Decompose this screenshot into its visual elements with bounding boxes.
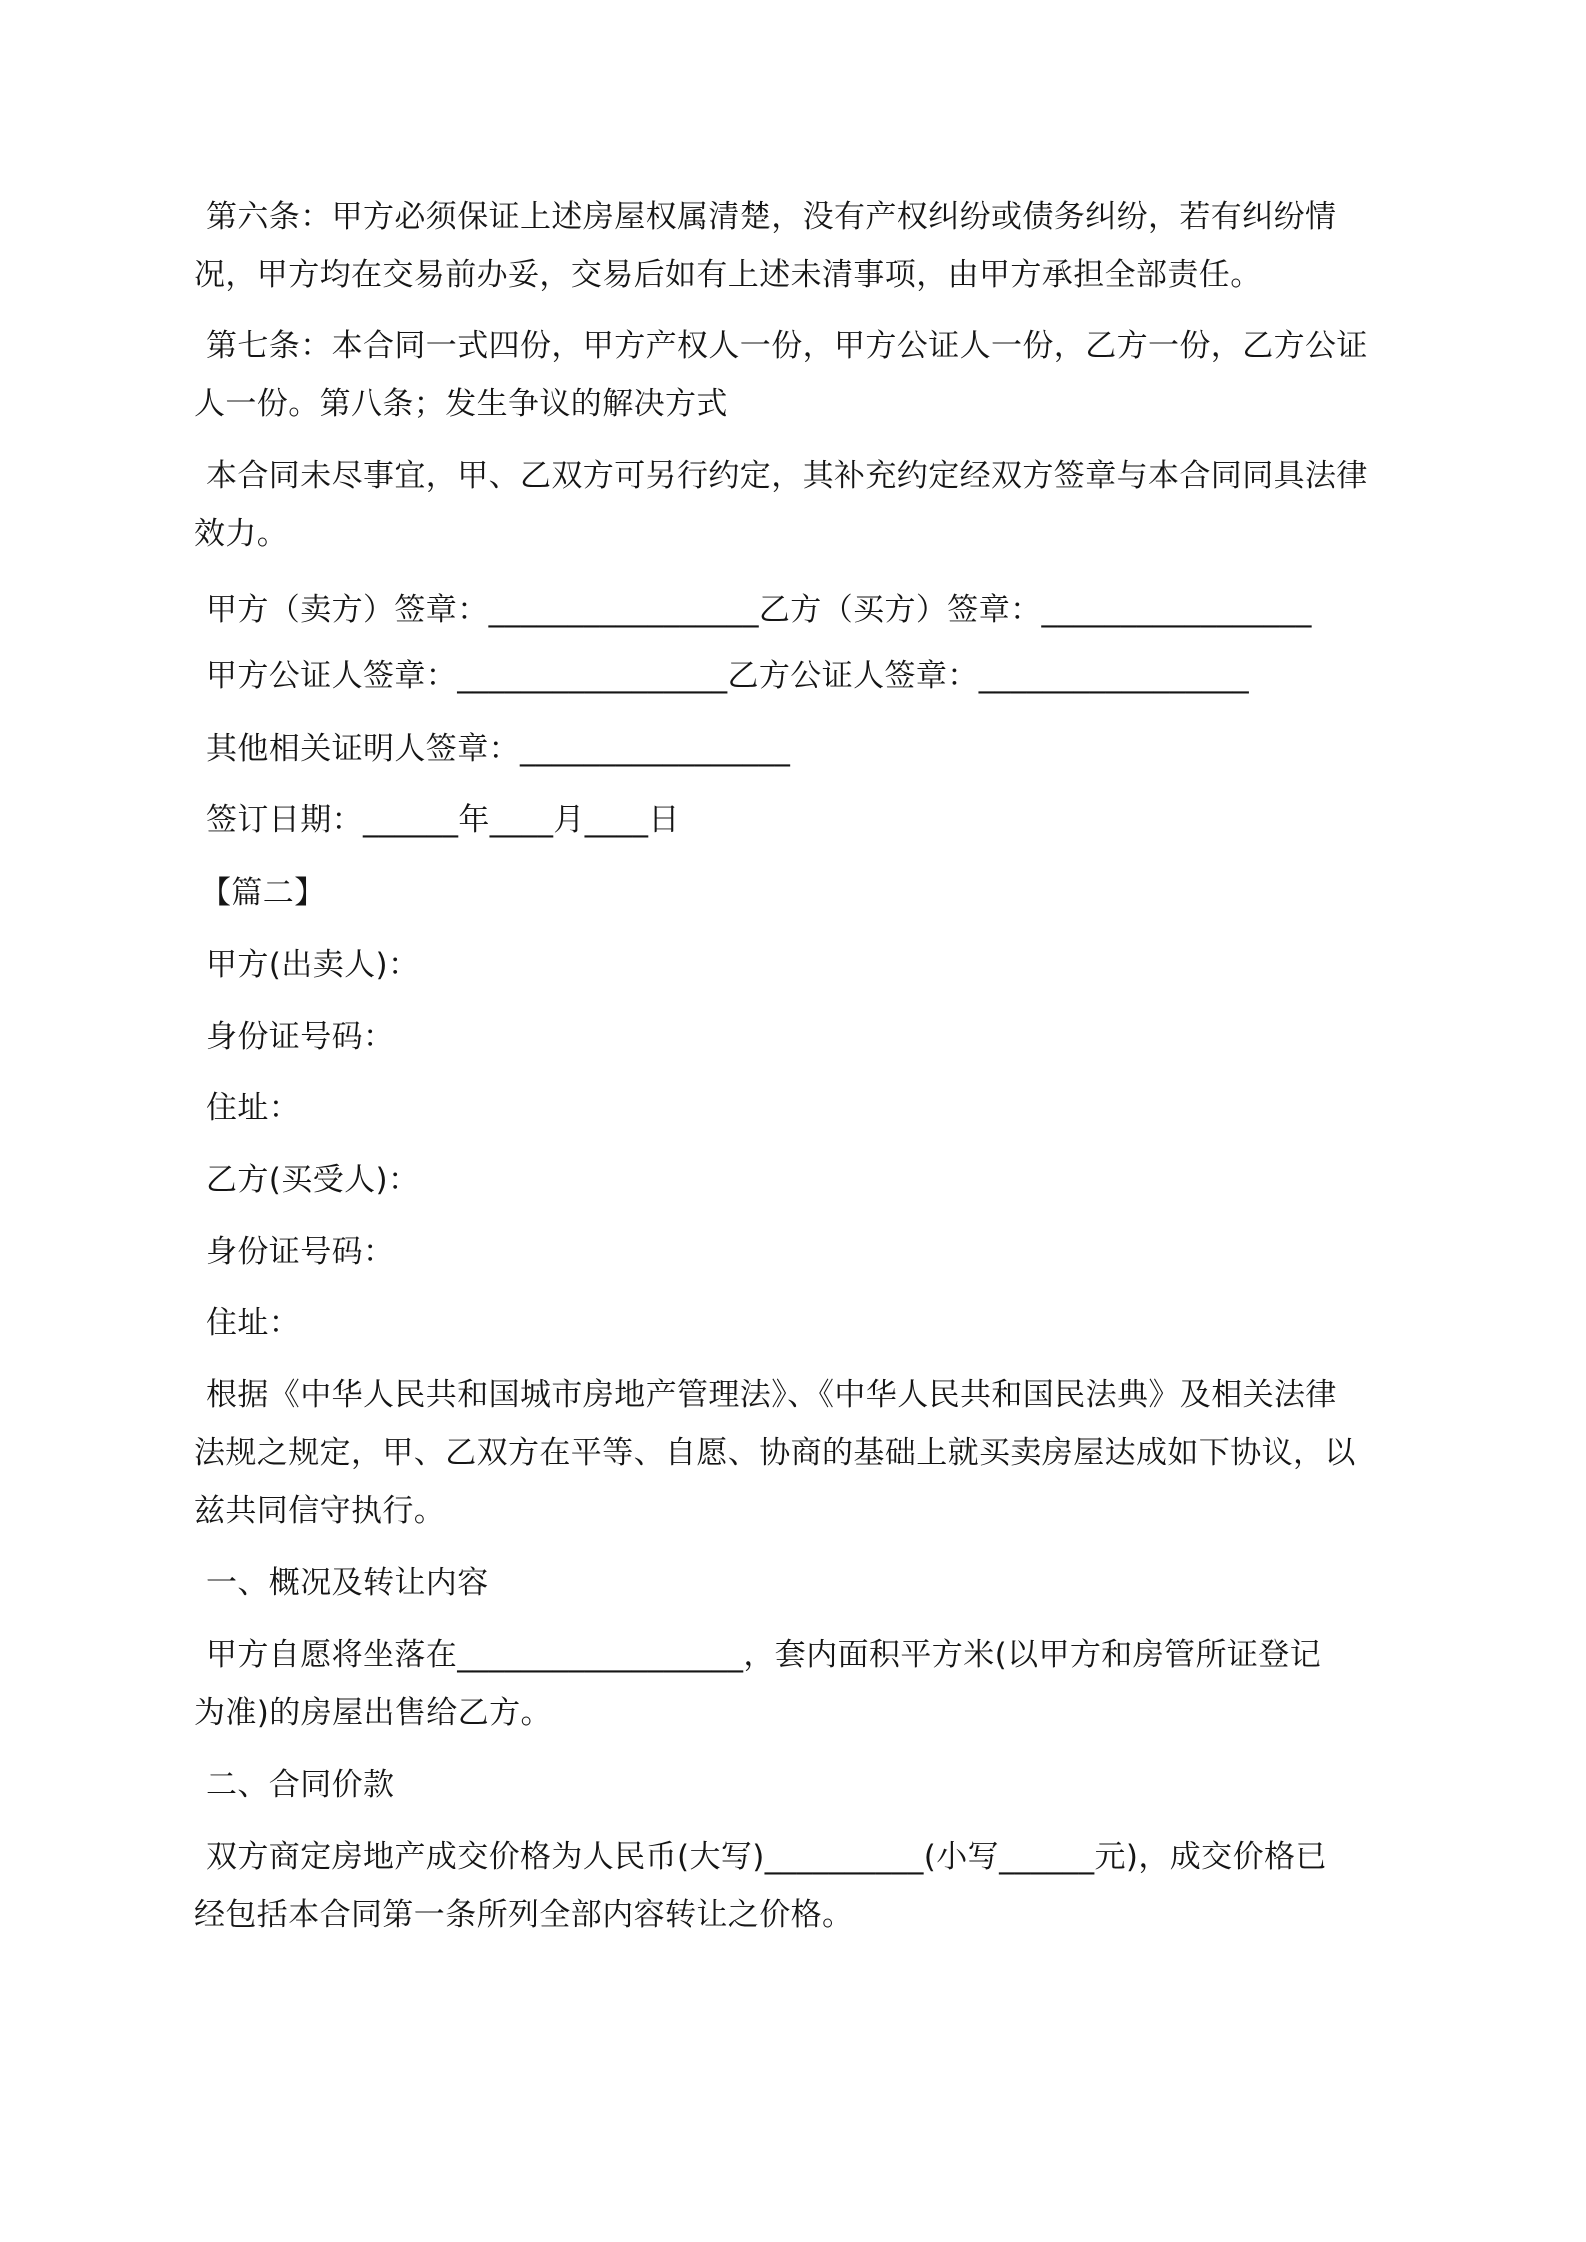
part-two-heading: 【篇二】 bbox=[200, 875, 326, 911]
legal-basis-line-3: 兹共同信守执行。 bbox=[194, 1493, 446, 1529]
supplement-line-2: 效力。 bbox=[194, 516, 289, 552]
section-2-line-1: 双方商定房地产成交价格为人民币(大写)__________(小写______元)，成交价格已 bbox=[206, 1839, 1327, 1875]
article-7-line-1: 第七条：本合同一式四份，甲方产权人一份，甲方公证人一份，乙方一份，乙方公证 bbox=[206, 328, 1368, 364]
party-signatures-line: 甲方（卖方）签章：_________________乙方（买方）签章：_________________ bbox=[206, 592, 1312, 628]
article-6-line-2: 况，甲方均在交易前办妥，交易后如有上述未清事项，由甲方承担全部责任。 bbox=[194, 257, 1262, 293]
legal-basis-line-2: 法规之规定，甲、乙双方在平等、自愿、协商的基础上就买卖房屋达成如下协议，以 bbox=[194, 1435, 1356, 1471]
seller-label: 甲方(出卖人)： bbox=[206, 947, 420, 983]
supplement-line-1: 本合同未尽事宜，甲、乙双方可另行约定，其补充约定经双方签章与本合同同具法律 bbox=[206, 458, 1368, 494]
section-2-heading: 二、合同价款 bbox=[206, 1767, 395, 1803]
seller-id-label: 身份证号码： bbox=[206, 1019, 395, 1055]
buyer-address-label: 住址： bbox=[206, 1305, 301, 1341]
article-7-line-2: 人一份。第八条；发生争议的解决方式 bbox=[194, 386, 728, 422]
notary-signatures-line: 甲方公证人签章：_________________乙方公证人签章：_________________ bbox=[206, 658, 1249, 694]
buyer-id-label: 身份证号码： bbox=[206, 1234, 395, 1270]
seller-address-label: 住址： bbox=[206, 1090, 301, 1126]
signing-date-line: 签订日期：______年____月____日 bbox=[206, 802, 680, 838]
witness-signature-line: 其他相关证明人签章：_________________ bbox=[206, 731, 791, 767]
section-1-line-1: 甲方自愿将坐落在__________________，套内面积平方米(以甲方和房管所证登记 bbox=[206, 1637, 1322, 1673]
buyer-label: 乙方(买受人)： bbox=[206, 1162, 420, 1198]
article-6-line-1: 第六条：甲方必须保证上述房屋权属清楚，没有产权纠纷或债务纠纷，若有纠纷情 bbox=[206, 199, 1337, 235]
legal-basis-line-1: 根据《中华人民共和国城市房地产管理法》、《中华人民共和国民法典》及相关法律 bbox=[206, 1377, 1337, 1413]
section-2-line-2: 经包括本合同第一条所列全部内容转让之价格。 bbox=[194, 1897, 854, 1933]
section-1-line-2: 为准)的房屋出售给乙方。 bbox=[194, 1695, 552, 1731]
section-1-heading: 一、概况及转让内容 bbox=[206, 1565, 489, 1601]
